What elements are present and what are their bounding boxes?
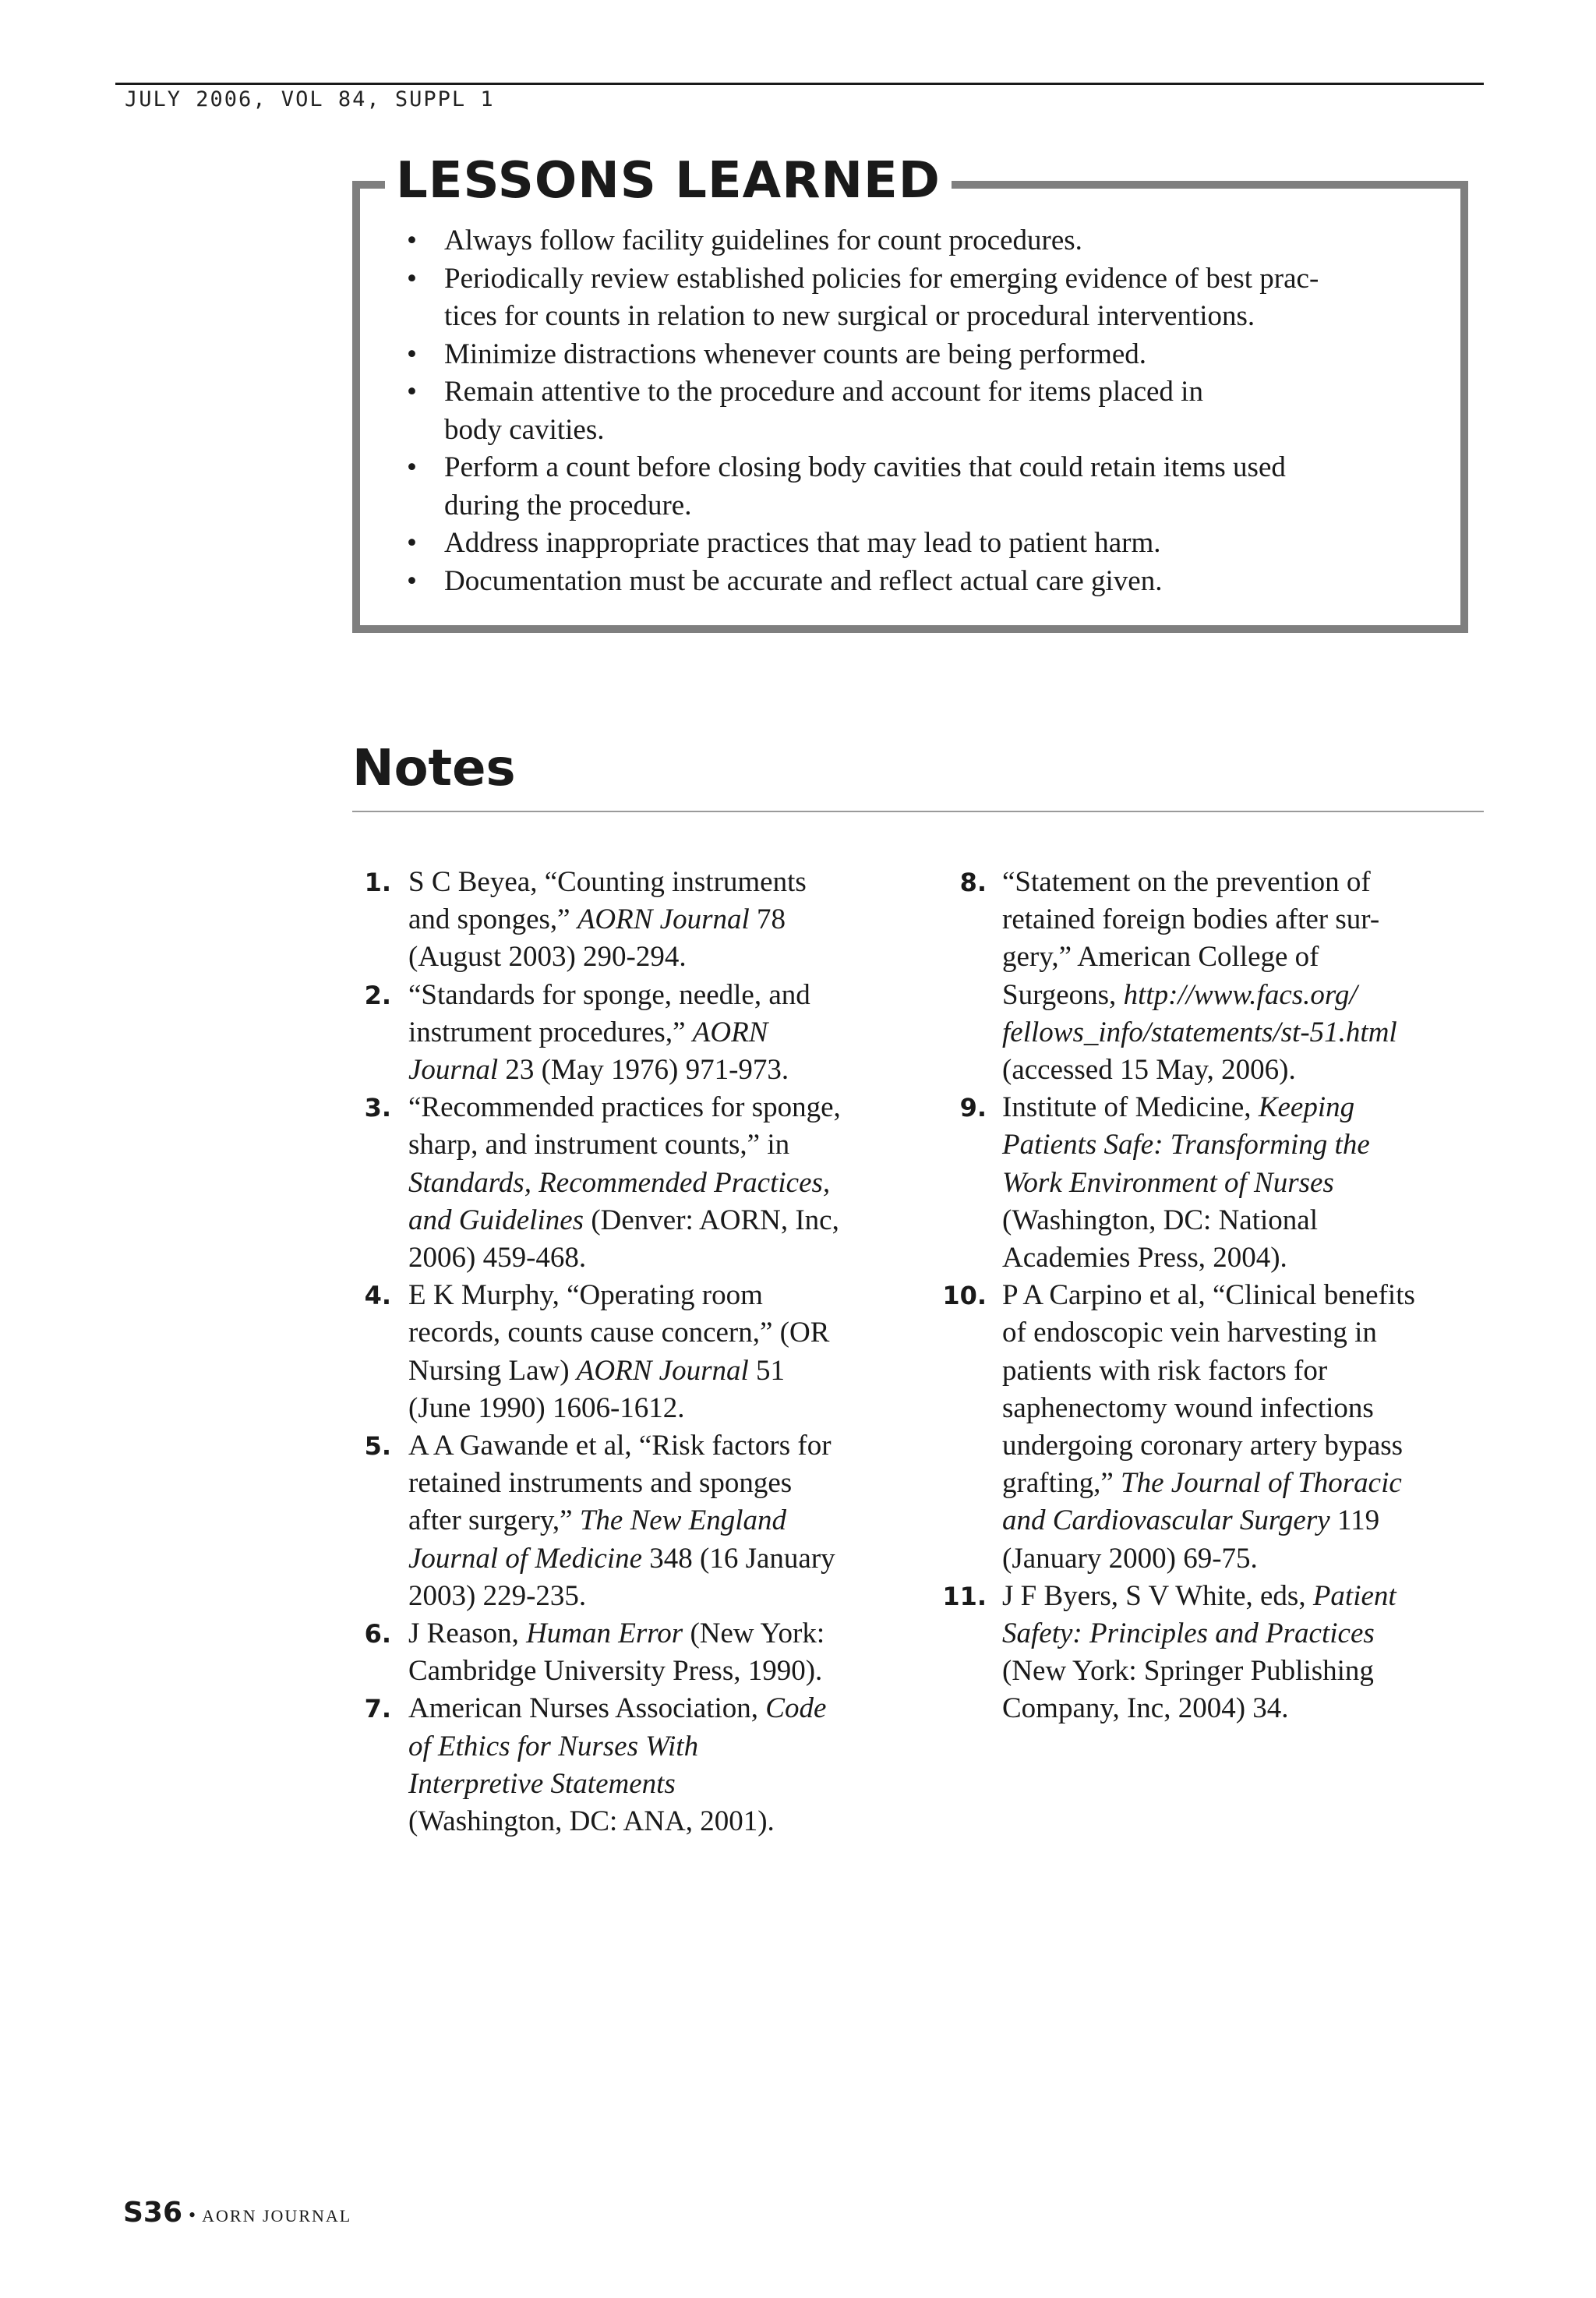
note-text: (August 2003) 290-294.	[408, 941, 687, 974]
note-text: (Denver: AORN, Inc,	[584, 1204, 839, 1236]
lesson-line: during the procedure.	[444, 489, 692, 521]
note-item	[352, 1690, 898, 1840]
note-title-text: Human Error	[526, 1617, 683, 1650]
note-number: 8.	[959, 868, 987, 897]
lesson-line: Address inappropriate practices that may lead to patient harm.	[444, 527, 1161, 559]
lesson-item	[405, 449, 1434, 525]
note-text: (Washington, DC: National	[1002, 1204, 1318, 1236]
note-item	[927, 1277, 1484, 1578]
note-title-text: Code	[765, 1692, 827, 1725]
note-number: 5.	[364, 1431, 391, 1462]
notes-column-left	[352, 864, 898, 1840]
note-text: and sponges,”	[408, 903, 577, 936]
note-text: 23 (May 1976) 971-973.	[498, 1054, 789, 1087]
lesson-item	[405, 222, 1434, 260]
note-text: (June 1990) 1606-1612.	[408, 1391, 685, 1424]
note-text: Company, Inc, 2004) 34.	[1002, 1692, 1289, 1725]
note-text: (January 2000) 69-75.	[1002, 1542, 1258, 1575]
note-text: Academies Press, 2004).	[1002, 1242, 1287, 1275]
note-text: Surgeons,	[1002, 978, 1124, 1011]
lesson-line: Perform a count before closing body cavities that could retain items used	[444, 451, 1286, 483]
note-title-text: The Journal of Thoracic	[1121, 1467, 1402, 1500]
note-number: 10.	[942, 1281, 987, 1311]
note-text: “Standards for sponge, needle, and	[408, 978, 810, 1011]
note-text: patients with risk factors for	[1002, 1354, 1328, 1387]
note-text: 51	[748, 1354, 785, 1387]
note-item	[352, 977, 898, 1090]
note-text: Nursing Law)	[408, 1354, 577, 1387]
note-text: saphenectomy wound infections	[1002, 1391, 1374, 1424]
note-title-text: Journal of Medicine	[408, 1542, 643, 1575]
note-number: 7.	[364, 1694, 391, 1724]
notes-rule	[352, 811, 1484, 812]
note-item	[352, 1277, 898, 1427]
journal-name: AORN JOURNAL	[202, 2206, 352, 2226]
note-title-text: Journal	[408, 1054, 499, 1087]
note-text: grafting,”	[1002, 1467, 1121, 1500]
note-number: 9.	[959, 1093, 987, 1123]
lesson-item	[405, 336, 1434, 374]
note-number: 2.	[364, 980, 391, 1010]
note-title-text: Standards, Recommended Practices,	[408, 1166, 831, 1199]
note-item	[352, 1427, 898, 1615]
note-text: (accessed 15 May, 2006).	[1002, 1054, 1296, 1087]
lessons-learned-title: LESSONS LEARNED	[385, 150, 952, 212]
lesson-line: Periodically review established policies for emerging evidence of best prac-	[444, 262, 1319, 295]
note-text: E K Murphy, “Operating room	[408, 1279, 763, 1312]
note-title-text: and Cardiovascular Surgery	[1002, 1504, 1330, 1537]
note-title-text: AORN Journal	[576, 1354, 749, 1387]
note-text: 2003) 229-235.	[408, 1579, 587, 1612]
note-text: gery,” American College of	[1002, 941, 1319, 974]
note-item	[352, 1089, 898, 1277]
running-head: JULY 2006, VOL 84, SUPPL 1	[125, 87, 495, 111]
note-text: after surgery,”	[408, 1504, 580, 1537]
note-text: “Recommended practices for sponge,	[408, 1091, 841, 1124]
footer-separator: •	[189, 2204, 196, 2226]
note-text: S C Beyea, “Counting instruments	[408, 866, 807, 898]
header-rule	[115, 83, 1484, 85]
note-number: 1.	[364, 868, 391, 897]
note-text: J F Byers, S V White, eds,	[1002, 1579, 1313, 1612]
note-item	[352, 1615, 898, 1690]
page-footer	[123, 2197, 351, 2229]
note-text: sharp, and instrument counts,” in	[408, 1129, 790, 1161]
note-text: retained foreign bodies after sur-	[1002, 903, 1380, 936]
note-text: (New York:	[683, 1617, 825, 1650]
lessons-learned-list	[405, 222, 1434, 600]
note-item	[927, 1578, 1484, 1728]
note-number: 3.	[364, 1093, 391, 1123]
note-text: Institute of Medicine,	[1002, 1091, 1259, 1124]
note-text: 2006) 459-468.	[408, 1242, 587, 1275]
note-item	[927, 1089, 1484, 1277]
lesson-item	[405, 563, 1434, 601]
lesson-line: tices for counts in relation to new surgical or procedural interventions.	[444, 300, 1255, 332]
lesson-line: Always follow facility guidelines for count procedures.	[444, 224, 1082, 256]
note-text: “Statement on the prevention of	[1002, 866, 1371, 898]
note-title-text: Patients Safe: Transforming the	[1002, 1129, 1370, 1161]
note-text: 348 (16 January	[642, 1542, 835, 1575]
note-item	[352, 864, 898, 977]
note-text: J Reason,	[408, 1617, 527, 1650]
note-text: of endoscopic vein harvesting in	[1002, 1317, 1377, 1349]
note-text: P A Carpino et al, “Clinical benefits	[1002, 1279, 1415, 1312]
note-text: retained instruments and sponges	[408, 1467, 793, 1500]
note-title-text: and Guidelines	[408, 1204, 584, 1236]
note-title-text: Patient	[1312, 1579, 1396, 1612]
note-title-text: Interpretive Statements	[408, 1767, 676, 1800]
note-title-text: The New England	[579, 1504, 787, 1537]
page-number: S36	[123, 2197, 183, 2229]
lesson-line: body cavities.	[444, 413, 605, 446]
note-text: Cambridge University Press, 1990).	[408, 1655, 823, 1688]
lesson-item	[405, 260, 1434, 336]
note-title-text: Work Environment of Nurses	[1002, 1166, 1334, 1199]
note-text: undergoing coronary artery bypass	[1002, 1430, 1404, 1462]
notes-title: Notes	[352, 740, 516, 797]
note-text: 78	[749, 903, 786, 936]
note-number: 11.	[942, 1581, 987, 1611]
note-text: 119	[1329, 1504, 1380, 1537]
note-number: 4.	[364, 1281, 391, 1311]
note-text: (Washington, DC: ANA, 2001).	[408, 1805, 775, 1838]
note-title-text: AORN	[692, 1016, 768, 1048]
note-title-text: of Ethics for Nurses With	[408, 1730, 699, 1762]
lesson-line: Minimize distractions whenever counts are being performed.	[444, 338, 1147, 370]
note-item	[927, 864, 1484, 1089]
notes-column-right	[927, 864, 1484, 1728]
note-text: A A Gawande et al, “Risk factors for	[408, 1430, 832, 1462]
note-text: instrument procedures,”	[408, 1016, 693, 1048]
note-title-text: Keeping	[1258, 1091, 1355, 1124]
note-text: American Nurses Association,	[408, 1692, 766, 1725]
note-title-text: Safety: Principles and Practices	[1002, 1617, 1375, 1650]
lesson-line: Remain attentive to the procedure and account for items placed in	[444, 376, 1203, 408]
note-title-text: http://www.facs.org/	[1123, 978, 1358, 1011]
note-title-text: fellows_info/statements/st-51.html	[1002, 1016, 1397, 1048]
lesson-line: Documentation must be accurate and reflect actual care given.	[444, 564, 1163, 597]
lesson-item	[405, 373, 1434, 449]
lesson-item	[405, 525, 1434, 563]
note-title-text: AORN Journal	[577, 903, 750, 936]
note-text: records, counts cause concern,” (OR	[408, 1317, 830, 1349]
note-text: (New York: Springer Publishing	[1002, 1655, 1374, 1688]
note-number: 6.	[364, 1619, 391, 1649]
